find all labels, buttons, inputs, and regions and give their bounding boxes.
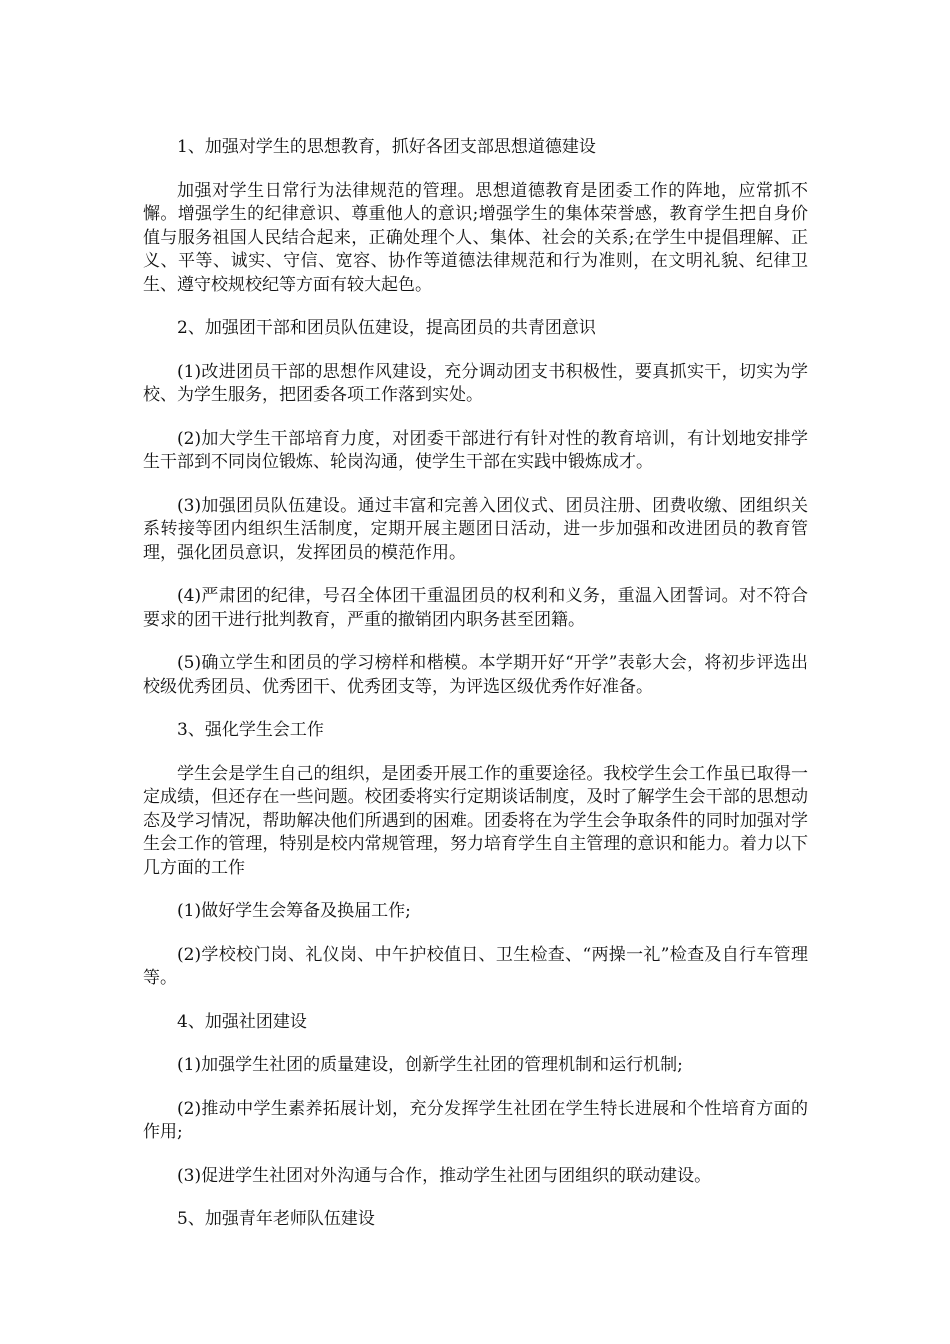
section-heading: 3、强化学生会工作 bbox=[177, 720, 324, 740]
list-item: (1)加强学生社团的质量建设，创新学生社团的管理机制和运行机制; bbox=[177, 1055, 683, 1075]
section-heading: 1、加强对学生的思想教育，抓好各团支部思想道德建设 bbox=[177, 137, 596, 157]
list-item: (2)加大学生干部培育力度，对团委干部进行有针对性的教育培训，有计划地安排学生干部到不同岗位锻炼、轮岗沟通，使学生干部在实践中锻炼成才。 bbox=[143, 428, 808, 472]
list-item: (3)促进学生社团对外沟通与合作，推动学生社团与团组织的联动建设。 bbox=[177, 1165, 712, 1186]
list-item: (1)改进团员干部的思想作风建设，充分调动团支书积极性，要真抓实干，切实为学校、为学生服务，把团委各项工作落到实处。 bbox=[143, 361, 808, 405]
section-heading: 4、加强社团建设 bbox=[177, 1011, 307, 1032]
list-item: (3)加强团员队伍建设。通过丰富和完善入团仪式、团员注册、团费收缴、团组织关系转接等团内组织生活制度，定期开展主题团日活动，进一步加强和改进团员的教育管理，强化团员意识，发挥团员的模范作用。 bbox=[143, 495, 808, 563]
paragraph: 学生会是学生自己的组织，是团委开展工作的重要途径。我校学生会工作虽已取得一定成绩，但还存在一些问题。校团委将实行定期谈话制度，及时了解学生会干部的思想动态及学习情况，帮助解决他们所遇到的困难。团委将在为学生会争取条件的同时加强对学生会工作的管理，特别是校内常规管理，努力培育学生自主管理的意识和能力。着力以下几方面的工作 bbox=[143, 763, 808, 878]
paragraph: 加强对学生日常行为法律规范的管理。思想道德教育是团委工作的阵地，应常抓不懈。增强学生的纪律意识、尊重他人的意识;增强学生的集体荣誉感，教育学生把自身价值与服务祖国人民结合起来，正确处理个人、集体、社会的关系;在学生中提倡理解、正义、平等、诚实、守信、宽容、协作等道德法律规范和行为准则，在文明礼貌、纪律卫生、遵守校规校纪等方面有较大起色。 bbox=[143, 180, 808, 295]
list-item: (4)严肃团的纪律，号召全体团干重温团员的权利和义务，重温入团誓词。对不符合要求的团干进行批判教育，严重的撤销团内职务甚至团籍。 bbox=[143, 586, 808, 630]
document-body bbox=[143, 136, 808, 1252]
section-heading: 5、加强青年老师队伍建设 bbox=[177, 1209, 375, 1229]
list-item: (2)学校校门岗、礼仪岗、中午护校值日、卫生检查、“两操一礼”检查及自行车管理等。 bbox=[143, 944, 808, 988]
list-item: (2)推动中学生素养拓展计划，充分发挥学生社团在学生特长进展和个性培育方面的作用; bbox=[143, 1098, 808, 1142]
list-item: (5)确立学生和团员的学习榜样和楷模。本学期开好“开学”表彰大会，将初步评选出校级优秀团员、优秀团干、优秀团支等，为评选区级优秀作好准备。 bbox=[143, 653, 808, 697]
section-heading: 2、加强团干部和团员队伍建设，提高团员的共青团意识 bbox=[177, 318, 596, 338]
list-item: (1)做好学生会筹备及换届工作; bbox=[177, 901, 411, 921]
